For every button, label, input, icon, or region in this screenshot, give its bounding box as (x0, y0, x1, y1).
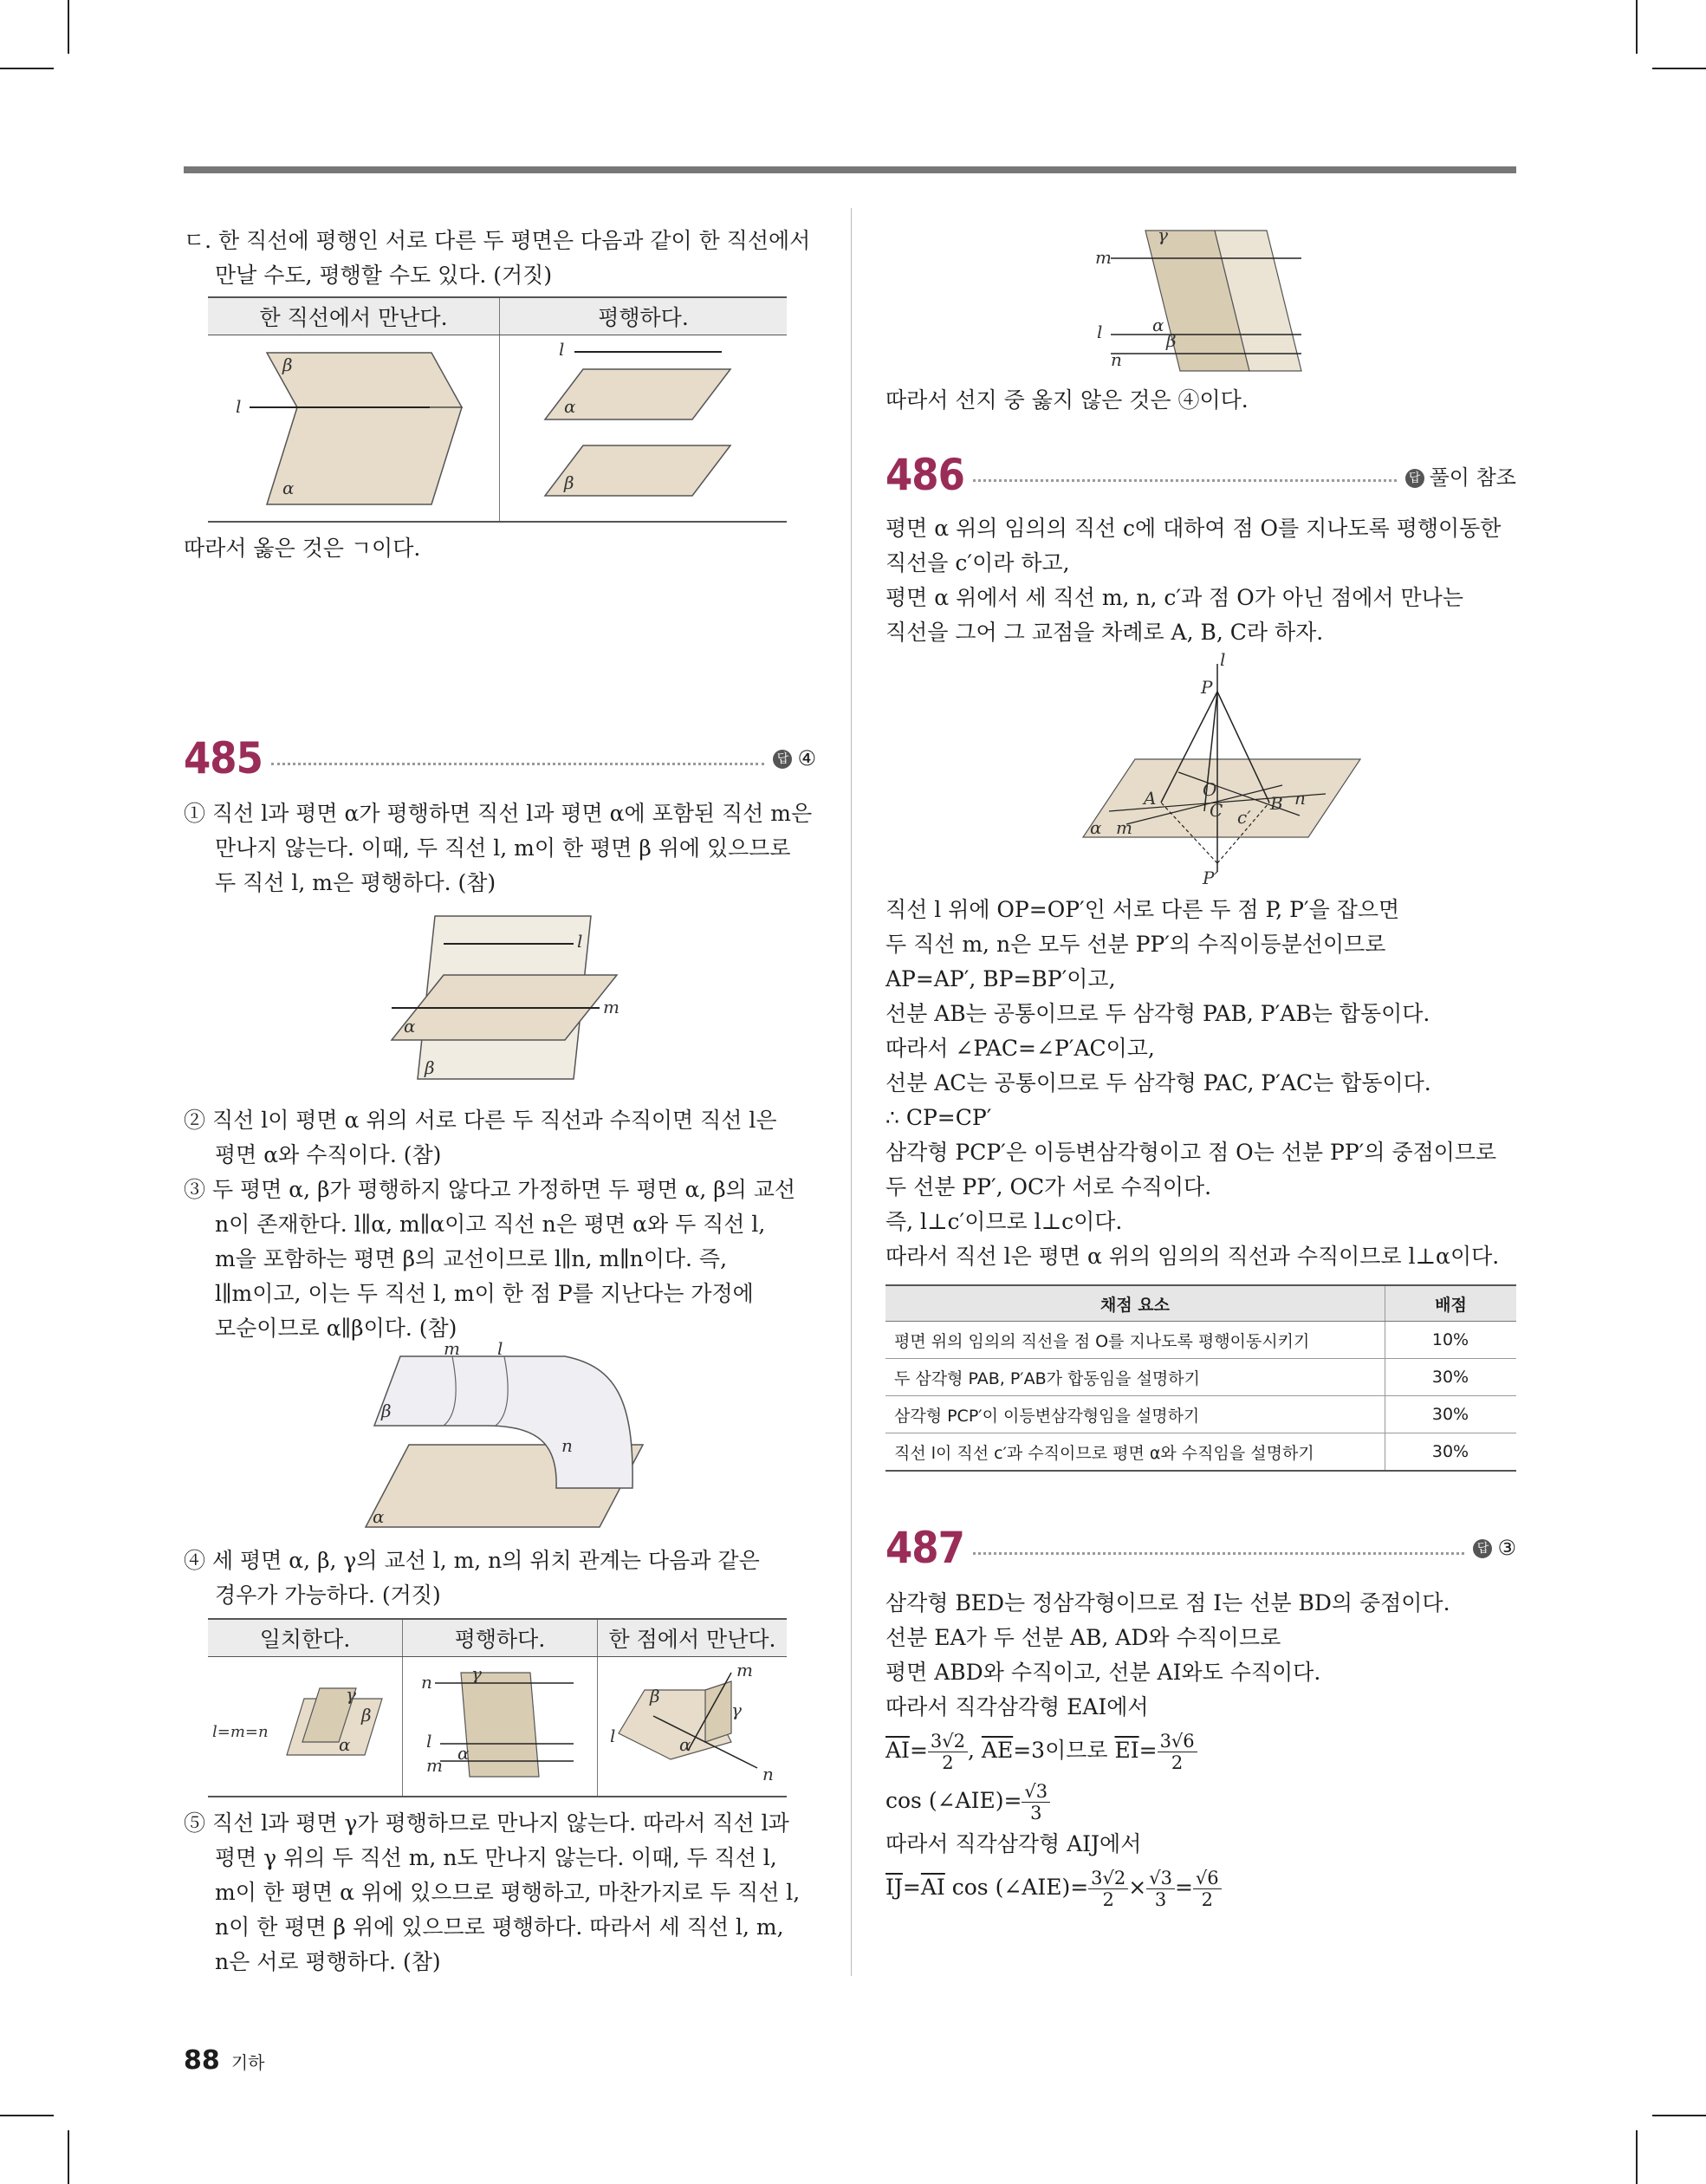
item-line: n이 한 평면 β 위에 있으므로 평행하다. 따라서 세 직선 l, m, (215, 1914, 784, 1940)
separator: , (968, 1738, 982, 1763)
fraction (928, 1731, 968, 1773)
coincident-label: l=m=n (212, 1723, 269, 1741)
svg-text:γ: γ (346, 1684, 356, 1705)
intro-line: 만날 수도, 평행할 수도 있다. (거짓) (215, 263, 553, 288)
svg-text:m: m (444, 1338, 460, 1359)
crop-mark (0, 2115, 54, 2116)
answer-label (773, 746, 816, 770)
svg-text:l: l (1220, 649, 1226, 670)
svg-text:α: α (404, 1016, 416, 1037)
equation-line: $\overline{AI}=$ $\frac{3√2}{2}$ , $\overline{AE}=3$이므로 $\overline{EI}=$ $\frac{3√6}{2}$ (885, 1726, 1516, 1775)
page-number: 88 (184, 2045, 220, 2076)
fig-header: 평행하다. (500, 297, 788, 335)
score-item: 삼각형 PCP′이 이등변삼각형임을 설명하기 (885, 1396, 1385, 1433)
body-line: 직선을 그어 그 교점을 차례로 A, B, C라 하자. (885, 620, 1324, 645)
body-line: 선분 AC는 공통이므로 두 삼각형 PAC, P′AC는 합동이다. (885, 1070, 1431, 1095)
denominator: 3 (1154, 1889, 1167, 1910)
item-line: n이 존재한다. l∥α, m∥α이고 직선 n은 평면 α와 두 직선 l, (215, 1212, 766, 1237)
scoring-table (885, 1284, 1516, 1472)
crop-mark (1636, 2130, 1638, 2184)
answer-icon: 답 (773, 750, 792, 769)
svg-text:n: n (421, 1672, 432, 1693)
body-line: ∴ CP=CP′ (885, 1105, 992, 1130)
table-row (885, 1433, 1516, 1472)
body-line: 직선 l 위에 OP=OP′인 서로 다른 두 점 P, P′을 잡으면 (885, 897, 1400, 922)
body-line: 따라서 직각삼각형 AIJ에서 (885, 1831, 1142, 1856)
crop-mark (0, 68, 54, 69)
score-header: 채점 요소 (885, 1285, 1385, 1322)
crop-mark (1636, 0, 1638, 54)
leader-dots (973, 479, 1397, 482)
score-weight: 30% (1385, 1433, 1517, 1472)
svg-text:l: l (497, 1338, 503, 1359)
header-rule (184, 166, 1516, 173)
segment-ei: $\overline{EI}$ (1114, 1738, 1139, 1763)
item-line: m이 한 평면 α 위에 있으므로 평행하고, 마찬가지로 두 직선 l, (215, 1880, 801, 1905)
body-line: 두 직선 m, n은 모두 선분 PP′의 수직이등분선이므로 (885, 932, 1386, 957)
denominator: 3 (1030, 1803, 1042, 1823)
item-line: l∥m이고, 이는 두 직선 l, m이 한 점 P를 지난다는 가정에 (215, 1281, 754, 1306)
fig-cell (500, 335, 788, 523)
svg-text:n: n (561, 1435, 573, 1456)
section-name: 기하 (230, 2052, 265, 2073)
body-line: 삼각형 BED는 정삼각형이므로 점 I는 선분 BD의 중점이다. (885, 1590, 1450, 1615)
svg-text:P′: P′ (1203, 868, 1218, 888)
equation-text: cos (∠AIE)= (885, 1788, 1022, 1813)
svg-text:m: m (603, 997, 619, 1017)
problem-486-header (885, 449, 1516, 501)
concurrent-lines-figure (601, 1660, 783, 1785)
fig-cell (403, 1657, 598, 1797)
svg-text:m: m (736, 1660, 753, 1680)
page-footer (184, 2045, 264, 2076)
body-line: 삼각형 PCP′은 이등변삼각형이고 점 O는 선분 PP′의 중점이므로 (885, 1140, 1497, 1165)
score-item: 두 삼각형 PAB, P′AB가 합동임을 설명하기 (885, 1359, 1385, 1396)
score-item: 직선 l이 직선 c′과 수직이므로 평면 α와 수직임을 설명하기 (885, 1433, 1385, 1472)
item-line: ② 직선 l이 평면 α 위의 서로 다른 두 직선과 수직이면 직선 l은 (184, 1108, 777, 1133)
svg-text:l: l (558, 339, 564, 360)
answer-label (1405, 460, 1516, 491)
svg-text:α: α (339, 1734, 351, 1755)
figure-table-lines (208, 1618, 787, 1797)
svg-text:α: α (1090, 817, 1102, 838)
item-line: ④ 세 평면 α, β, γ의 교선 l, m, n의 위치 관계는 다음과 같은 (184, 1548, 760, 1573)
numerator: √3 (1022, 1781, 1050, 1803)
fig-cell (598, 1657, 788, 1797)
score-weight: 30% (1385, 1359, 1517, 1396)
svg-text:n: n (1111, 349, 1122, 370)
figure-485-5 (1093, 224, 1353, 380)
table-row (885, 1322, 1516, 1359)
fraction (1088, 1868, 1128, 1910)
problem-number: 485 (184, 733, 263, 783)
coincident-lines-figure (209, 1664, 398, 1785)
fig-cell (208, 335, 500, 523)
item-line: 평면 α와 수직이다. (참) (215, 1142, 442, 1167)
crop-mark (1652, 68, 1706, 69)
svg-text:m: m (1116, 817, 1132, 838)
svg-text:β: β (1166, 330, 1177, 351)
segment-ai: $\overline{AI}$ (885, 1738, 910, 1763)
answer-value: ③ (1497, 1536, 1516, 1560)
figure-table-planes (208, 296, 787, 523)
numerator: √3 (1146, 1868, 1175, 1889)
body-line: 따라서 직선 l은 평면 α 위의 임의의 직선과 수직이므로 l⊥α이다. (885, 1244, 1500, 1269)
item-line: ③ 두 평면 α, β가 평행하지 않다고 가정하면 두 평면 α, β의 교선 (184, 1177, 796, 1202)
item-line: 두 직선 l, m은 평행하다. (참) (215, 870, 496, 895)
leader-dots (271, 763, 765, 765)
item-line: n은 서로 평행하다. (참) (215, 1949, 441, 1974)
item-line: 만나지 않는다. 이때, 두 직선 l, m이 한 평면 β 위에 있으므로 (215, 835, 791, 861)
item-line: ⑤ 직선 l과 평면 γ가 평행하므로 만나지 않는다. 따라서 직선 l과 (184, 1810, 789, 1836)
item-line: m을 포함하는 평면 β의 교선이므로 l∥n, m∥n이다. 즉, (215, 1246, 728, 1271)
svg-text:A: A (1144, 788, 1157, 809)
svg-text:α: α (457, 1743, 470, 1764)
svg-text:m: m (426, 1755, 443, 1776)
figure-485-3 (357, 1338, 652, 1531)
leader-dots (973, 1552, 1465, 1555)
segment-ae: $\overline{AE}$ (981, 1738, 1014, 1763)
denominator: 2 (942, 1752, 954, 1773)
numerator: √6 (1193, 1868, 1222, 1889)
svg-text:β: β (563, 472, 574, 493)
column-divider (851, 208, 852, 1976)
svg-text:l: l (577, 931, 583, 952)
parallel-lines-figure (409, 1664, 591, 1785)
fraction (1158, 1731, 1197, 1773)
svg-text:γ: γ (1158, 224, 1168, 245)
svg-text:l: l (426, 1731, 432, 1752)
equation-line (885, 1775, 1516, 1827)
svg-text:l: l (610, 1726, 616, 1746)
answer-label (1473, 1536, 1516, 1560)
svg-text:l: l (236, 396, 242, 417)
equation-line: $\overline{IJ}=\overline{AI}$ cos (∠AIE)= $\frac{3√2}{2}$ × $\frac{√3}{3}$ = $\frac{√6}{2}$ (885, 1862, 1516, 1914)
body-line: 따라서 직각삼각형 EAI에서 (885, 1694, 1149, 1719)
svg-text:α: α (282, 478, 295, 498)
body-line: 따라서 ∠PAC=∠P′AC이고, (885, 1036, 1155, 1061)
right-column (885, 224, 1516, 1914)
left-column (184, 224, 816, 1979)
answer-icon: 답 (1405, 469, 1424, 488)
svg-text:n: n (1294, 788, 1306, 809)
item-line: 모순이므로 α∥β이다. (참) (215, 1316, 457, 1341)
fraction (1193, 1868, 1222, 1910)
svg-text:β: β (425, 1057, 435, 1078)
body-line: 평면 α 위의 임의의 직선 c에 대하여 점 O를 지나도록 평행이동한 (885, 516, 1502, 541)
numerator: 3√2 (928, 1731, 968, 1752)
body-line: AP=AP′, BP=BP′이고, (885, 966, 1116, 991)
crop-mark (1652, 2115, 1706, 2116)
svg-text:α: α (373, 1506, 385, 1527)
segment-ij: $\overline{IJ}$ (885, 1875, 903, 1900)
svg-text:β: β (381, 1401, 392, 1421)
equation-text: cos (∠AIE)= (944, 1875, 1089, 1900)
body-line: 평면 ABD와 수직이고, 선분 AI와도 수직이다. (885, 1660, 1321, 1685)
numerator: 3√2 (1088, 1868, 1128, 1889)
crop-mark (68, 0, 69, 54)
svg-text:B: B (1270, 793, 1283, 814)
body-line: 두 선분 PP′, OC가 서로 수직이다. (885, 1174, 1212, 1199)
svg-text:α: α (679, 1734, 691, 1755)
figure-485-1 (374, 906, 634, 1096)
conclusion-text: 따라서 옳은 것은 ㄱ이다. (184, 536, 421, 561)
svg-text:β: β (282, 354, 293, 375)
table-row (885, 1396, 1516, 1433)
score-item: 평면 위의 임의의 직선을 점 O를 지나도록 평행이동시키기 (885, 1322, 1385, 1359)
denominator: 2 (1102, 1889, 1114, 1910)
fraction (1022, 1781, 1050, 1823)
problem-487-header (885, 1522, 1516, 1574)
crop-mark (68, 2130, 69, 2184)
svg-text:β: β (361, 1705, 372, 1726)
segment-ai: $\overline{AI}$ (920, 1875, 945, 1900)
svg-text:P: P (1201, 677, 1213, 698)
fig-header: 일치한다. (208, 1619, 403, 1657)
svg-text:l: l (1097, 322, 1103, 342)
svg-text:β: β (650, 1686, 660, 1706)
svg-text:γ: γ (471, 1663, 482, 1684)
svg-text:C: C (1210, 800, 1223, 821)
table-row (885, 1359, 1516, 1396)
answer-value: ④ (797, 746, 816, 770)
item-line: ① 직선 l과 평면 α가 평행하면 직선 l과 평면 α에 포함된 직선 m은 (184, 801, 813, 826)
fig-cell (208, 1657, 403, 1797)
body-line: 선분 EA가 두 선분 AB, AD와 수직이므로 (885, 1625, 1281, 1650)
intersecting-planes-figure (224, 340, 483, 513)
svg-text:m: m (1095, 247, 1112, 268)
intro-line: ㄷ. 한 직선에 평행인 서로 다른 두 평면은 다음과 같이 한 직선에서 (184, 228, 811, 253)
svg-text:c′: c′ (1237, 807, 1251, 828)
numerator: 3√6 (1158, 1731, 1197, 1752)
body-line: 직선을 c′이라 하고, (885, 550, 1070, 575)
score-header: 배점 (1385, 1285, 1517, 1322)
fig-header: 한 직선에서 만난다. (208, 297, 500, 335)
problem-number: 486 (885, 450, 964, 500)
body-line: 평면 α 위에서 세 직선 m, n, c′과 점 O가 아닌 점에서 만나는 (885, 585, 1463, 610)
score-weight: 10% (1385, 1322, 1517, 1359)
answer-value: 풀이 참조 (1429, 465, 1516, 490)
denominator: 2 (1171, 1752, 1184, 1773)
svg-text:O: O (1203, 779, 1217, 800)
equation-text: =3이므로 (1013, 1738, 1115, 1763)
fig-header: 평행하다. (403, 1619, 598, 1657)
problem-485-header (184, 732, 816, 784)
figure-486 (1074, 649, 1369, 889)
denominator: 2 (1201, 1889, 1213, 1910)
svg-text:α: α (1152, 315, 1164, 335)
score-weight: 30% (1385, 1396, 1517, 1433)
problem-number: 487 (885, 1523, 964, 1573)
fig-header: 한 점에서 만난다. (598, 1619, 788, 1657)
svg-text:α: α (563, 396, 576, 417)
parallel-planes-figure (514, 340, 774, 513)
item-line: 경우가 가능하다. (거짓) (215, 1583, 441, 1608)
body-line: 즉, l⊥c′이므로 l⊥c이다. (885, 1209, 1123, 1234)
body-line: 선분 AB는 공통이므로 두 삼각형 PAB, P′AB는 합동이다. (885, 1001, 1430, 1026)
fraction (1146, 1868, 1175, 1910)
svg-text:n: n (762, 1764, 774, 1784)
answer-icon: 답 (1473, 1539, 1492, 1558)
svg-text:γ: γ (731, 1700, 742, 1720)
conclusion-text: 따라서 선지 중 옳지 않은 것은 ④이다. (885, 387, 1249, 413)
item-line: 평면 γ 위의 두 직선 m, n도 만나지 않는다. 이때, 두 직선 l, (215, 1845, 777, 1870)
